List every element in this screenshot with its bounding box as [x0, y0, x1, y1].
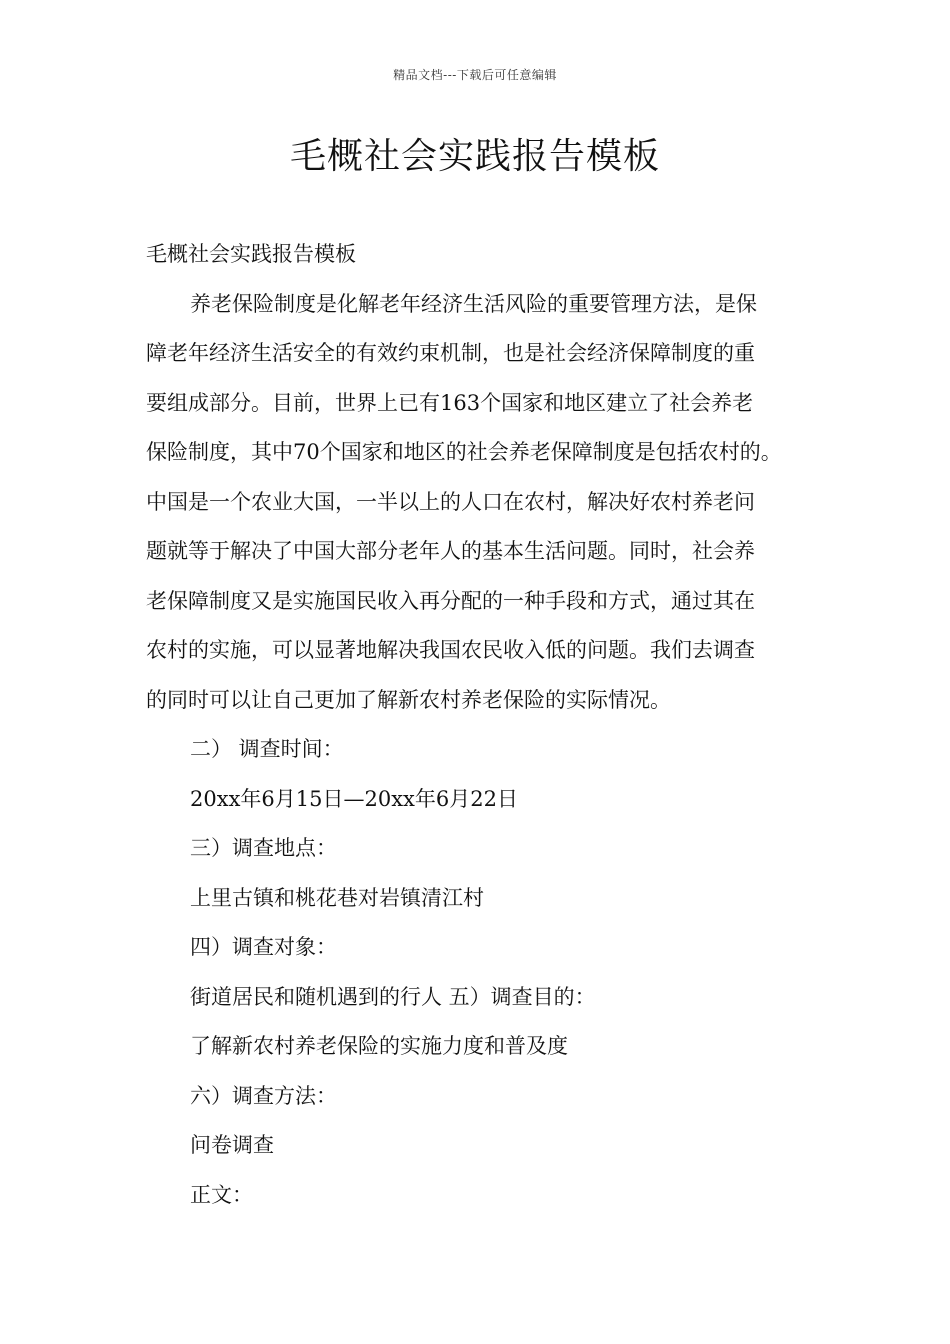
document-title: 毛概社会实践报告模板	[289, 136, 660, 177]
section-heading-time: 二） 调查时间：	[190, 737, 344, 761]
intro-line: 老保障制度又是实施国民收入再分配的一种手段和方式，通过其在	[146, 588, 755, 613]
intro-line: 要组成部分。目前，世界上已有163个国家和地区建立了社会养老	[146, 390, 754, 415]
section-value-time: 20xx年6月15日—20xx年6月22日	[190, 786, 518, 811]
intro-line: 农村的实施，可以显著地解决我国农民收入低的问题。我们去调查	[146, 638, 755, 662]
section-heading-body: 正文：	[190, 1182, 253, 1207]
intro-line: 题就等于解决了中国大部分老年人的基本生活问题。同时，社会养	[146, 539, 755, 563]
intro-line: 障老年经济生活安全的有效约束机制，也是社会经济保障制度的重	[146, 341, 755, 365]
section-value-location: 上里古镇和桃花巷对岩镇清江村	[190, 885, 484, 910]
document-body	[146, 230, 816, 1220]
intro-line: 中国是一个农业大国，一半以上的人口在农村，解决好农村养老问	[146, 489, 755, 514]
section-value-subject: 街道居民和随机遇到的行人 五）调查目的：	[190, 984, 596, 1009]
document-subtitle: 毛概社会实践报告模板	[146, 242, 356, 266]
section-heading-location: 三）调查地点：	[190, 836, 337, 860]
intro-line: 养老保险制度是化解老年经济生活风险的重要管理方法，是保	[190, 291, 757, 316]
intro-line: 的同时可以让自己更加了解新农村养老保险的实际情况。	[146, 687, 671, 712]
intro-line: 保险制度，其中70个国家和地区的社会养老保障制度是包括农村的。	[146, 440, 782, 464]
section-heading-subject: 四）调查对象：	[190, 935, 337, 959]
section-value-purpose: 了解新农村养老保险的实施力度和普及度	[190, 1034, 568, 1058]
section-heading-method: 六）调查方法：	[190, 1083, 337, 1108]
section-value-method: 问卷调查	[190, 1133, 274, 1157]
header-note: 精品文档---下载后可任意编辑	[393, 68, 557, 82]
